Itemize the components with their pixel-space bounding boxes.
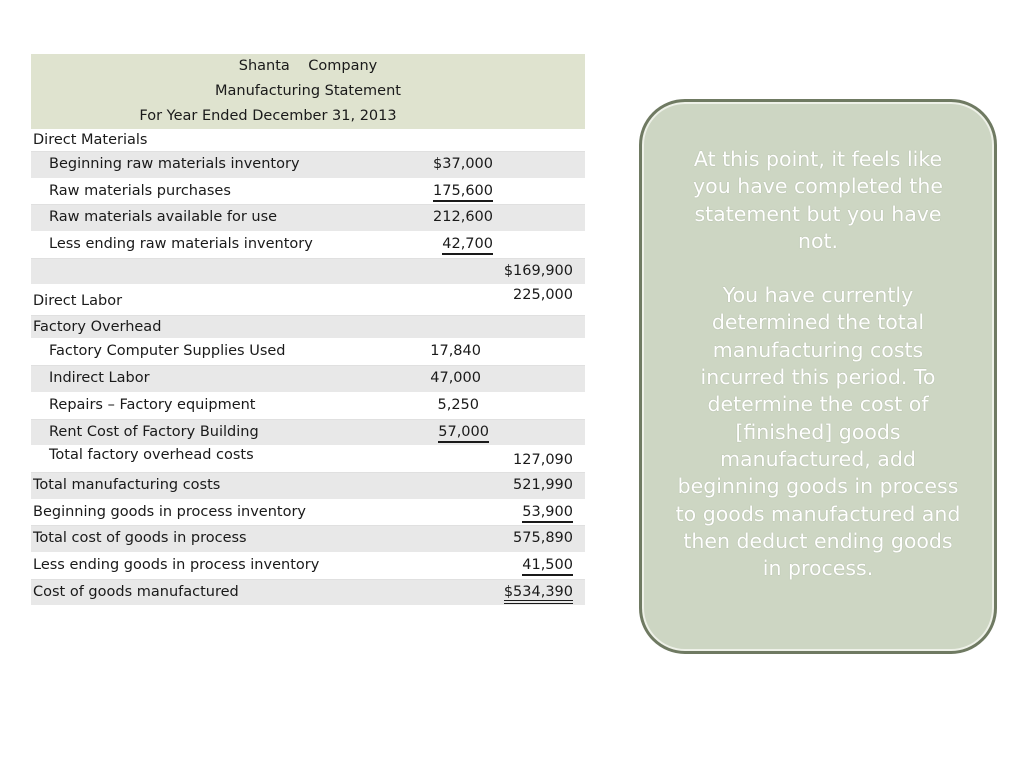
- table-row: [31, 526, 585, 553]
- raw-materials-purchases-value: 175,600: [433, 183, 493, 202]
- ending-raw-materials-label: Less ending raw materials inventory: [49, 236, 313, 253]
- table-row: [31, 580, 585, 607]
- table-row: [31, 179, 585, 206]
- direct-materials-heading-row: [31, 129, 585, 152]
- overhead-item-cell: [419, 420, 489, 446]
- table-row: [31, 553, 585, 580]
- direct-labor-label: Direct Labor: [33, 293, 123, 310]
- table-row: [31, 393, 585, 420]
- cogm-label: Cost of goods manufactured: [33, 583, 239, 600]
- total-manufacturing-costs-label: Total manufacturing costs: [33, 476, 221, 493]
- overhead-item-label: Repairs – Factory equipment: [49, 396, 256, 413]
- direct-materials-label: Direct Materials: [33, 132, 148, 148]
- table-row: [31, 366, 585, 393]
- raw-materials-available-label: Raw materials available for use: [49, 209, 278, 226]
- beginning-raw-materials-value: $37,000: [433, 156, 493, 172]
- overhead-item-value: 17,840: [430, 343, 481, 360]
- callout-paragraph-2: You have currently determined the total manufacturing costs incurred this period. To determine the cost of [finished] goods manufactured, add beginning goods in process to goods manufactured and then deduct ending goods in process.: [675, 283, 961, 581]
- statement-title: Manufacturing Statement: [215, 83, 401, 99]
- explanation-callout: [639, 99, 997, 654]
- total-manufacturing-costs-value: 521,990: [513, 476, 573, 493]
- ending-gip-label: Less ending goods in process inventory: [33, 556, 320, 573]
- manufacturing-statement: [31, 54, 585, 606]
- ending-gip-value: 41,500: [522, 557, 573, 576]
- table-row: [31, 446, 585, 473]
- raw-materials-available-value: 212,600: [433, 209, 493, 226]
- statement-period-text: For Year Ended December 31, 2013: [139, 108, 397, 124]
- callout-paragraph-1: At this point, it feels like you have completed the statement but you have not.: [693, 147, 943, 253]
- overhead-item-value: 57,000: [438, 424, 489, 443]
- beginning-gip-label: Beginning goods in process inventory: [33, 503, 306, 520]
- raw-materials-purchases-label: Raw materials purchases: [49, 182, 231, 199]
- total-gip-label: Total cost of goods in process: [33, 530, 247, 547]
- overhead-item-label: Factory Computer Supplies Used: [49, 343, 286, 360]
- total-gip-value: 575,890: [513, 530, 573, 547]
- beginning-gip-cell: [493, 500, 573, 526]
- table-row: [31, 420, 585, 447]
- cogm-value: $534,390: [504, 584, 573, 604]
- ending-raw-materials-value: 42,700: [442, 236, 493, 255]
- raw-materials-purchases-cell: [423, 179, 493, 205]
- total-overhead-value: 127,090: [513, 452, 573, 469]
- ending-gip-cell: [493, 553, 573, 579]
- table-row: [31, 500, 585, 527]
- factory-overhead-label: Factory Overhead: [33, 319, 162, 336]
- table-row: [31, 339, 585, 366]
- overhead-item-label: Indirect Labor: [49, 370, 150, 387]
- statement-period: [31, 104, 585, 129]
- ending-raw-materials-cell: [423, 232, 493, 258]
- overhead-item-label: Rent Cost of Factory Building: [49, 423, 259, 440]
- beginning-raw-materials-label: Beginning raw materials inventory: [49, 156, 300, 172]
- cogm-cell: [493, 580, 573, 606]
- direct-labor-row: [31, 285, 585, 316]
- direct-materials-total-value: $169,900: [503, 262, 573, 279]
- table-row: [31, 152, 585, 179]
- factory-overhead-heading-row: [31, 316, 585, 339]
- total-overhead-label: Total factory overhead costs: [49, 447, 254, 464]
- table-row: [31, 473, 585, 500]
- direct-labor-value: 225,000: [513, 287, 573, 304]
- statement-header: [31, 54, 585, 129]
- beginning-gip-value: 53,900: [522, 504, 573, 523]
- overhead-item-value: 47,000: [430, 370, 481, 387]
- table-row: [31, 205, 585, 232]
- table-row: [31, 232, 585, 259]
- company-name: Shanta Company: [238, 58, 378, 74]
- overhead-item-value: 5,250: [437, 396, 479, 413]
